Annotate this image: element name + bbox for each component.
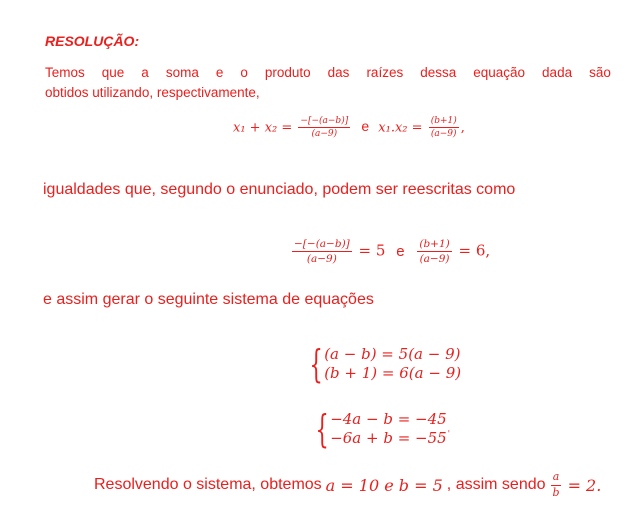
paragraph-2: igualdades que, segundo o enunciado, podem ser reescritas como xyxy=(43,181,516,198)
conjunction: e xyxy=(396,242,405,260)
conjunction: e xyxy=(361,118,370,135)
word: soma xyxy=(165,65,199,80)
paragraph-1-line-1 xyxy=(45,65,611,80)
equation-system-1 xyxy=(308,342,462,386)
sum-lhs: x₁ + x₂ = xyxy=(233,120,293,136)
ratio-fraction xyxy=(551,471,562,499)
ratio-numerator: a xyxy=(551,471,562,486)
ratio-result: = 2. xyxy=(567,475,602,495)
section-title: RESOLUÇÃO: xyxy=(45,33,140,49)
word: e xyxy=(215,65,224,80)
product-lhs: x₁.x₂ = xyxy=(378,120,423,136)
equals-5: = 5 xyxy=(358,241,386,260)
fraction-2-denominator: (a−9) xyxy=(419,253,450,266)
word: o xyxy=(240,65,248,80)
sum-fraction xyxy=(298,116,350,140)
word: são xyxy=(589,65,611,80)
conclusion-values: a = 10 e b = 5 xyxy=(325,475,443,495)
fraction-2 xyxy=(417,238,451,265)
conclusion xyxy=(94,471,605,499)
system-2-end-mark: ' xyxy=(447,429,450,438)
conclusion-text-2: , assim sendo xyxy=(446,476,546,494)
equals-6: = 6, xyxy=(458,241,491,260)
word: que xyxy=(101,65,125,80)
system-1-row-1: (a − b) = 5(a − 9) xyxy=(324,345,461,364)
system-2-row-1: −4a − b = −45 xyxy=(330,410,447,429)
fraction-1-denominator: (a−9) xyxy=(306,253,337,266)
product-numerator: (b+1) xyxy=(429,116,459,128)
brace-icon: { xyxy=(315,407,329,451)
product-denominator: (a−9) xyxy=(430,129,457,140)
word: Temos xyxy=(45,65,85,80)
system-2-row-2-text: −6a + b = −55 xyxy=(330,429,447,447)
fraction-1 xyxy=(292,238,352,265)
conclusion-text-1: Resolvendo o sistema, obtemos xyxy=(94,476,322,494)
paragraph-3: e assim gerar o seguinte sistema de equações xyxy=(43,291,374,308)
product-fraction xyxy=(429,116,459,140)
system-1-row-2: (b + 1) = 6(a − 9) xyxy=(324,364,462,382)
word: raízes xyxy=(366,65,404,80)
system-2-row-2 xyxy=(330,429,450,448)
brace-icon: { xyxy=(309,342,323,386)
word: dessa xyxy=(420,65,457,80)
sum-denominator: (a−9) xyxy=(311,129,338,140)
word: equação xyxy=(473,65,526,80)
word: dada xyxy=(542,65,573,80)
word: das xyxy=(327,65,350,80)
vieta-formulas xyxy=(233,116,465,140)
ratio-denominator: b xyxy=(552,485,560,499)
fraction-1-numerator: −[−(a−b)] xyxy=(292,238,352,252)
rewritten-equalities xyxy=(290,238,490,265)
fraction-2-numerator: (b+1) xyxy=(417,238,451,252)
trailing-comma: , xyxy=(460,120,465,136)
equation-system-2 xyxy=(314,407,450,451)
paragraph-1-line-2: obtidos utilizando, respectivamente, xyxy=(45,85,260,100)
word: a xyxy=(141,65,149,80)
word: produto xyxy=(264,65,311,80)
sum-numerator: −[−(a−b)] xyxy=(298,116,350,128)
